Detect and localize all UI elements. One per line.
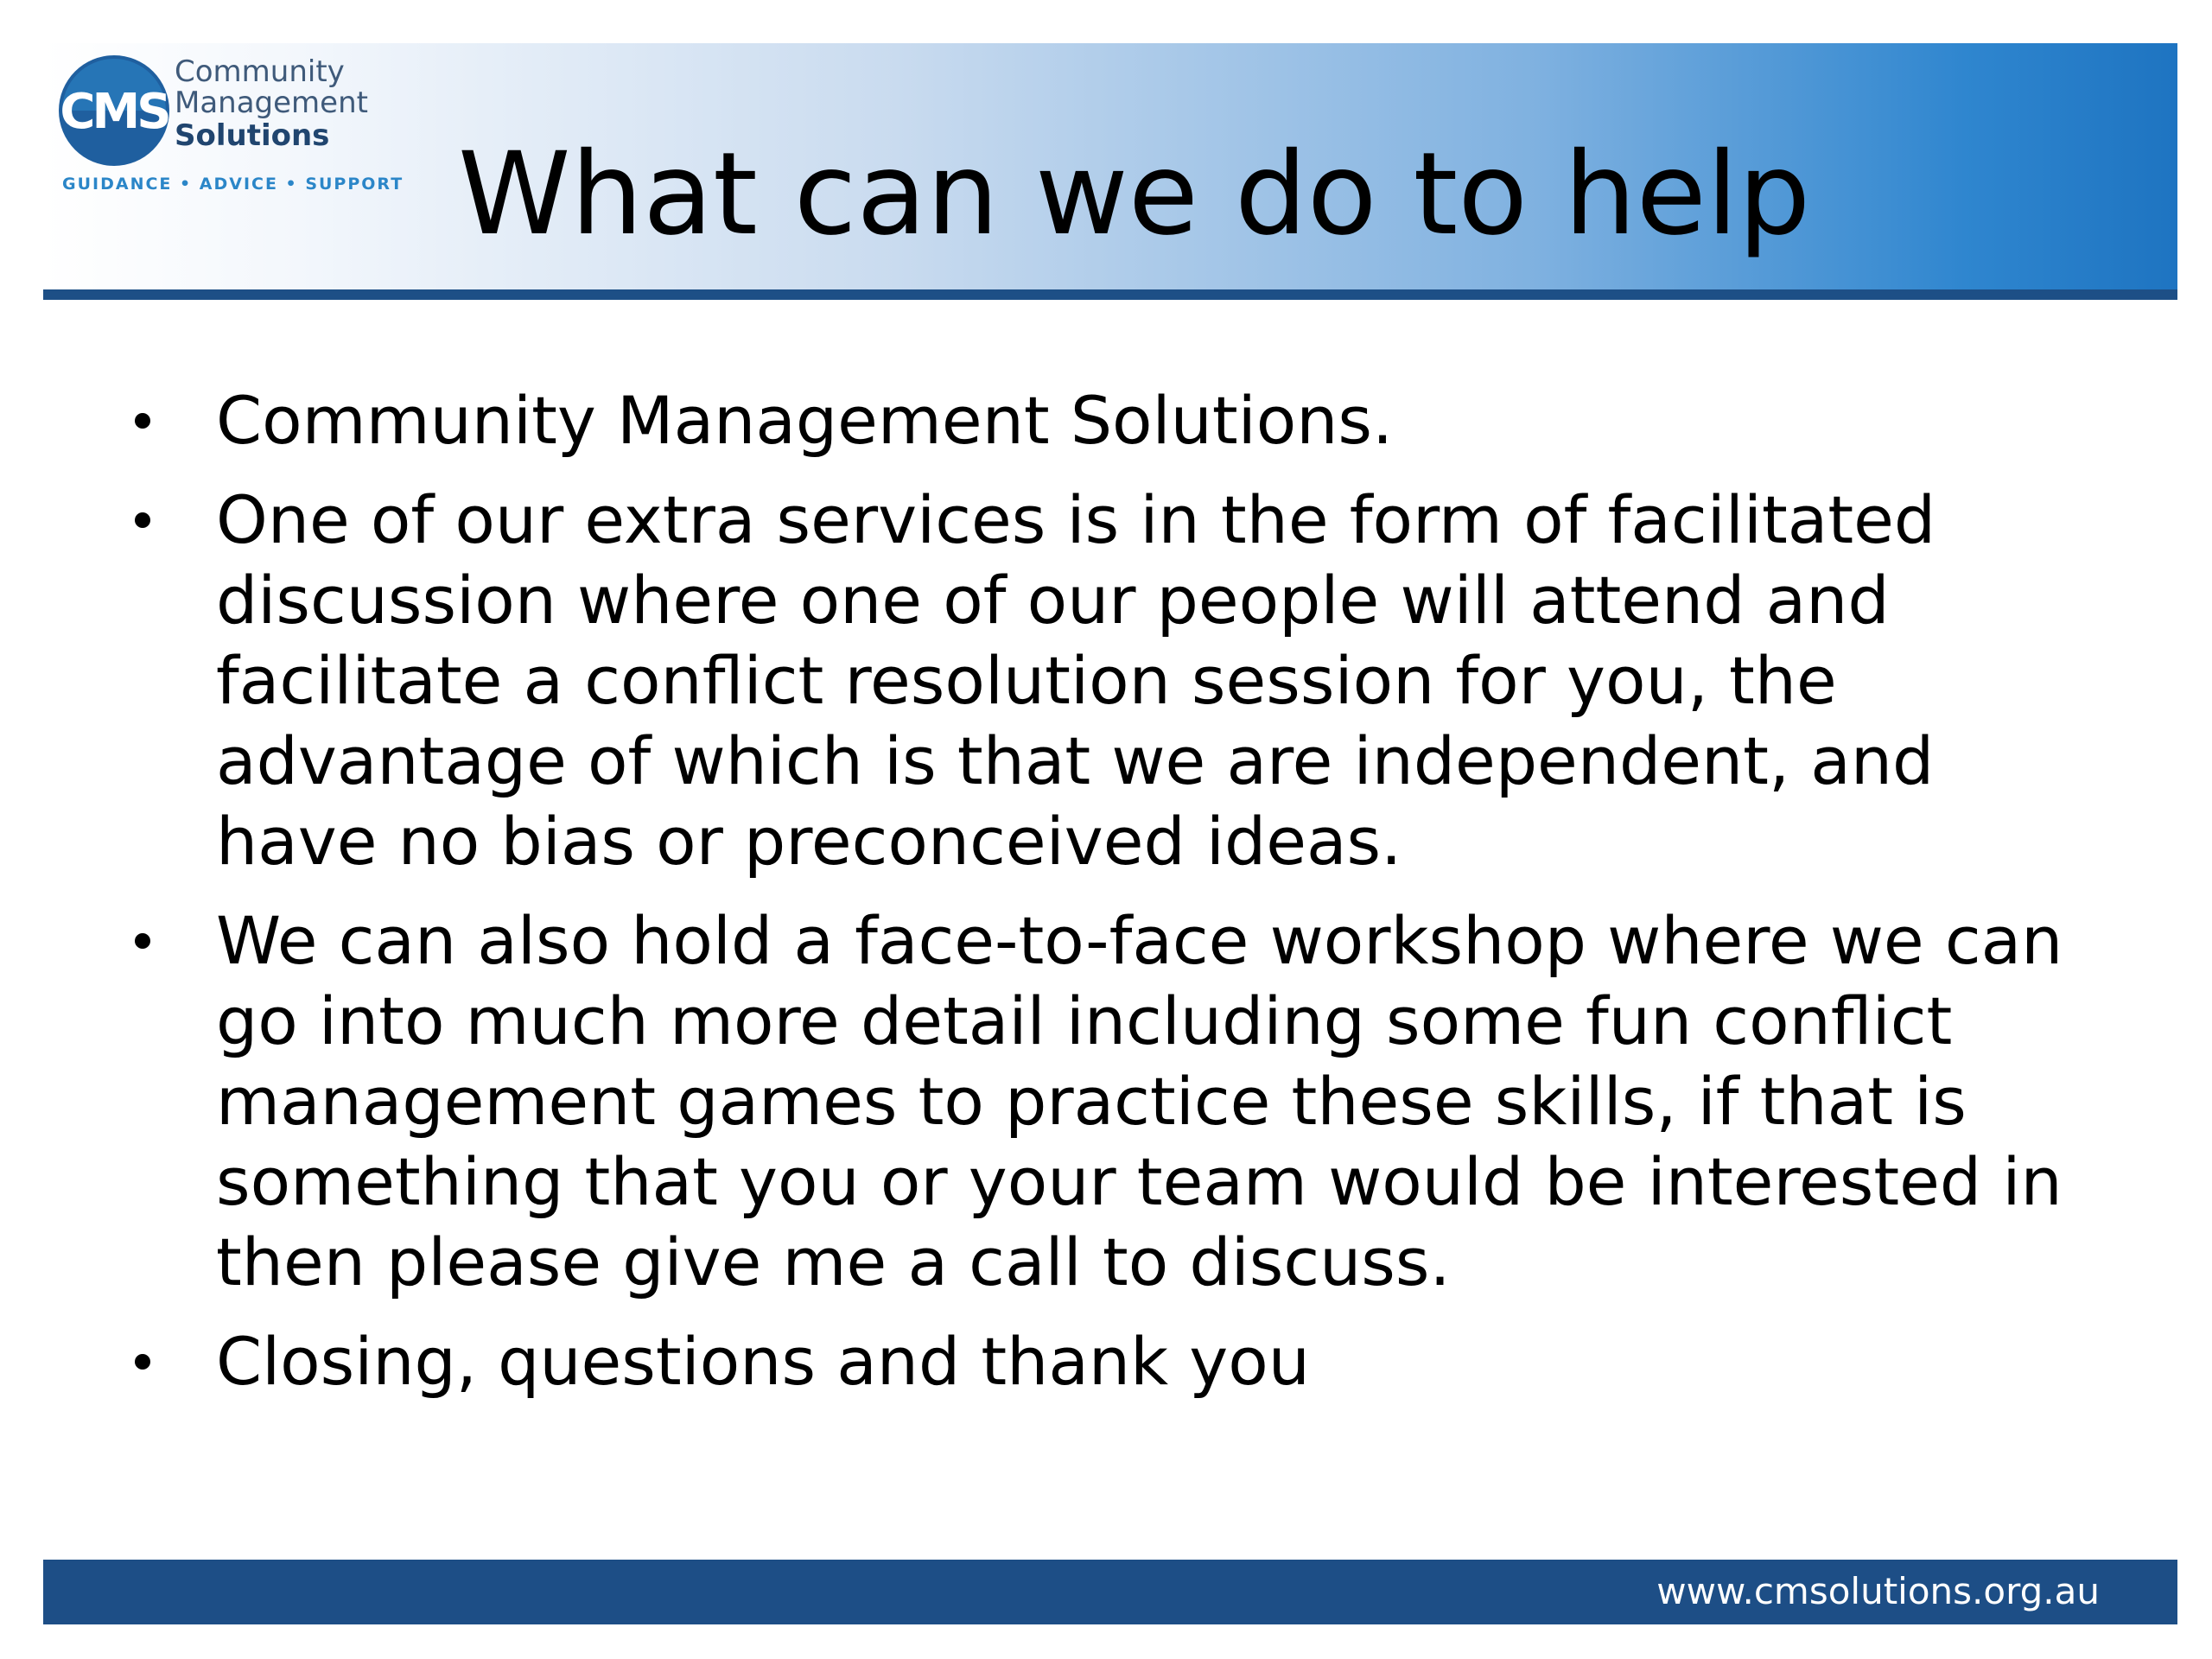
bullet-dot-icon [135,413,150,429]
bullet-dot-icon [135,1354,150,1370]
bullet-dot-icon [135,933,150,949]
footer-bar [43,1560,2177,1624]
bullet-text: Closing, questions and thank you [216,1323,1310,1400]
bullet-item [130,480,2082,881]
logo-tagline: GUIDANCE • ADVICE • SUPPORT [62,175,404,194]
bullet-item [130,900,2082,1302]
logo-word-solutions: Solutions [175,118,330,153]
bullet-list [130,380,2082,1421]
bullet-text: Community Management Solutions. [216,382,1394,459]
bullet-text: One of our extra services is in the form of facilitated discussion where one of our people will attend and facilitate a conflict resolution session for you, the advantage of which is that we are independent, and have no bias or preconceived ideas. [216,481,1936,880]
bullet-text: We can also hold a face-to-face workshop where we can go into much more detail including some fun conflict management games to practice these skills, if that is something that you or your team would be interested in then please give me a call to discuss. [216,902,2063,1300]
bullet-dot-icon [135,512,150,528]
bullet-item [130,1321,2082,1402]
slide-title: What can we do to help [458,128,1811,261]
footer-website-link[interactable]: www.cmsolutions.org.au [1656,1570,2100,1612]
logo-word-management: Management [175,86,368,120]
cms-logo-icon [54,54,175,175]
logo-mark: CMS [60,84,168,140]
logo-word-community: Community [175,54,345,89]
logo [54,54,404,200]
bullet-item [130,380,2082,461]
